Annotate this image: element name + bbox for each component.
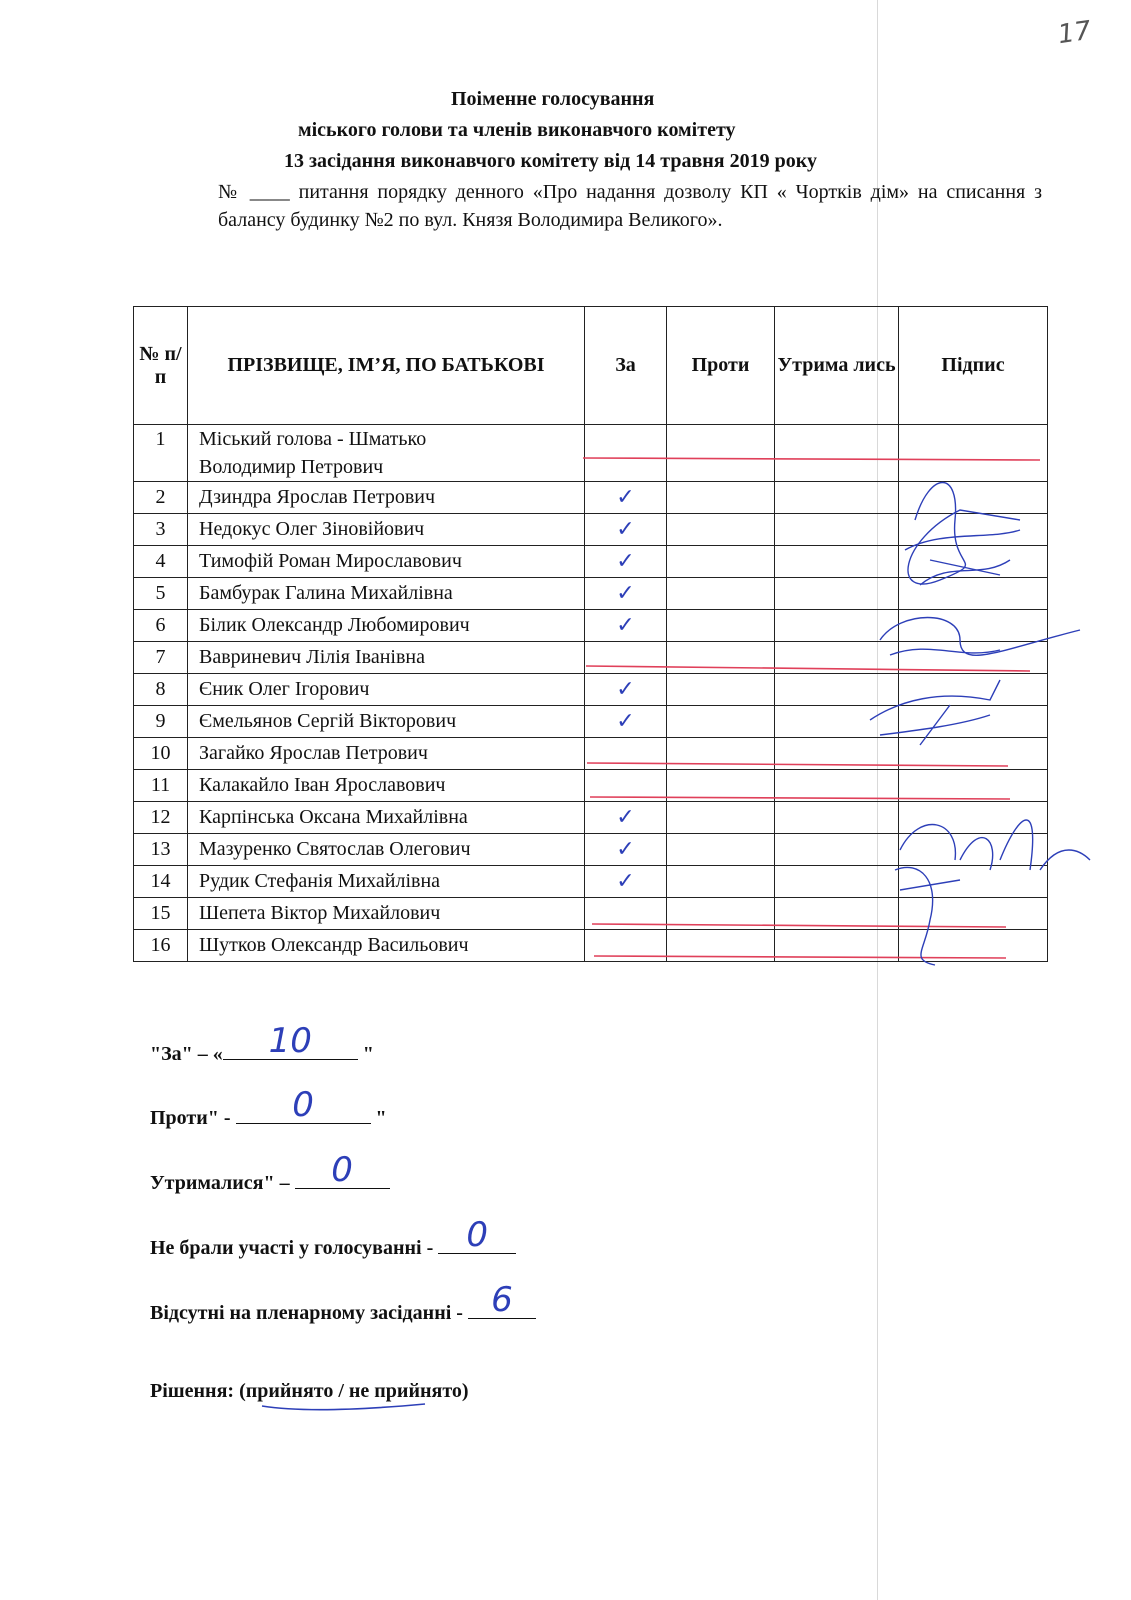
summary-za-label: "За" – « — [150, 1043, 223, 1065]
table-row — [134, 930, 1048, 962]
row-name: Ємельянов Сергій Вікторович — [188, 706, 585, 738]
decision-label: Рішення: — [150, 1380, 240, 1402]
table-row — [134, 546, 1048, 578]
row-num: 4 — [134, 546, 188, 578]
row-name: Недокус Олег Зіновійович — [188, 514, 585, 546]
summary-vidsutni-value: 6 — [491, 1280, 513, 1320]
row-num: 13 — [134, 834, 188, 866]
row-name: Калакайло Іван Ярославович — [188, 770, 585, 802]
row-num: 6 — [134, 610, 188, 642]
summary-za — [150, 1021, 374, 1066]
summary-utrymalysia — [150, 1150, 390, 1195]
decision-options: (прийнято / не прийнято) — [239, 1380, 469, 1402]
summary-proty — [150, 1085, 387, 1130]
table-row — [134, 770, 1048, 802]
decision-underline — [262, 1404, 425, 1410]
table-row — [134, 866, 1048, 898]
row-name: Білик Олександр Любомирович — [188, 610, 585, 642]
vote-mark: ✓ — [616, 805, 635, 830]
vote-mark: ✓ — [616, 485, 635, 510]
row-name: Шепета Віктор Михайлович — [188, 898, 585, 930]
row-name: Шутков Олександр Васильович — [188, 930, 585, 962]
table-row — [134, 610, 1048, 642]
table-row — [134, 674, 1048, 706]
summary-za-value: 10 — [268, 1021, 312, 1061]
row-name-line1: Міський голова - Шматько — [199, 428, 427, 450]
table-row — [134, 802, 1048, 834]
summary-utrymalysia-label: Утрималися" – — [150, 1172, 295, 1194]
table-row — [134, 425, 1048, 482]
summary-utrymalysia-value: 0 — [331, 1150, 353, 1190]
table-row — [134, 482, 1048, 514]
row-num: 8 — [134, 674, 188, 706]
table-row — [134, 738, 1048, 770]
row-num: 9 — [134, 706, 188, 738]
title-line-2: міського голови та членів виконавчого комітету — [298, 119, 736, 141]
table-row — [134, 642, 1048, 674]
row-num: 14 — [134, 866, 188, 898]
row-name: Тимофій Роман Мирославович — [188, 546, 585, 578]
row-num: 12 — [134, 802, 188, 834]
summary-proty-value: 0 — [292, 1085, 314, 1125]
agenda-item: № ____ питання порядку денного «Про надання дозволу КП « Чортків дім» на списання з балансу будинку №2 по вул. Князя Володимира Великого». — [218, 181, 1042, 231]
table-row — [134, 706, 1048, 738]
row-name-line2: Володимир Петрович — [199, 456, 384, 478]
header-num: № п/п — [134, 307, 188, 425]
row-name: Дзиндра Ярослав Петрович — [188, 482, 585, 514]
table-row — [134, 578, 1048, 610]
table-row — [134, 898, 1048, 930]
table-row — [134, 514, 1048, 546]
summary-ne-braly-value: 0 — [466, 1215, 489, 1255]
row-name: Єник Олег Ігорович — [188, 674, 585, 706]
summary-ne-braly — [150, 1215, 516, 1260]
page-number: 17 — [1056, 15, 1094, 51]
summary-proty-close: " — [370, 1107, 387, 1129]
decision — [150, 1380, 469, 1403]
vote-table — [133, 306, 1048, 962]
table-row — [134, 834, 1048, 866]
row-name: Мазуренко Святослав Олегович — [188, 834, 585, 866]
row-num: 10 — [134, 738, 188, 770]
row-name: Карпінська Оксана Михайлівна — [188, 802, 585, 834]
header-za: За — [585, 307, 667, 425]
summary-ne-braly-label: Не брали участі у голосуванні - — [150, 1237, 439, 1259]
row-name: Рудик Стефанія Михайлівна — [188, 866, 585, 898]
vote-mark: ✓ — [616, 837, 635, 862]
title-line-3: 13 засідання виконавчого комітету від 14 травня 2019 року — [284, 150, 817, 172]
vote-mark: ✓ — [616, 677, 635, 702]
header-name: ПРІЗВИЩЕ, ІМ’Я, ПО БАТЬКОВІ — [188, 307, 585, 425]
row-num: 16 — [134, 930, 188, 962]
summary-vidsutni-label: Відсутні на пленарному засіданні - — [150, 1302, 468, 1324]
row-num: 1 — [134, 425, 188, 482]
row-name: Бамбурак Галина Михайлівна — [188, 578, 585, 610]
row-num: 15 — [134, 898, 188, 930]
summary-vidsutni — [150, 1280, 536, 1325]
row-num: 2 — [134, 482, 188, 514]
row-num: 7 — [134, 642, 188, 674]
row-num: 3 — [134, 514, 188, 546]
row-name: Вавриневич Лілія Іванівна — [188, 642, 585, 674]
title-line-1: Поіменне голосування — [451, 88, 655, 110]
row-num: 11 — [134, 770, 188, 802]
vote-mark: ✓ — [616, 709, 635, 734]
vote-mark: ✓ — [616, 549, 635, 574]
vote-mark: ✓ — [616, 613, 635, 638]
header-proty: Проти — [667, 307, 775, 425]
header-utrymalys: Утрима лись — [775, 307, 899, 425]
row-num: 5 — [134, 578, 188, 610]
summary-za-close: " — [357, 1043, 374, 1065]
row-name — [188, 425, 585, 482]
row-name: Загайко Ярослав Петрович — [188, 738, 585, 770]
vote-mark: ✓ — [616, 581, 635, 606]
vote-mark: ✓ — [616, 869, 635, 894]
header-signature: Підпис — [899, 307, 1048, 425]
summary-proty-label: Проти" - — [150, 1107, 236, 1129]
vote-mark: ✓ — [616, 517, 635, 542]
